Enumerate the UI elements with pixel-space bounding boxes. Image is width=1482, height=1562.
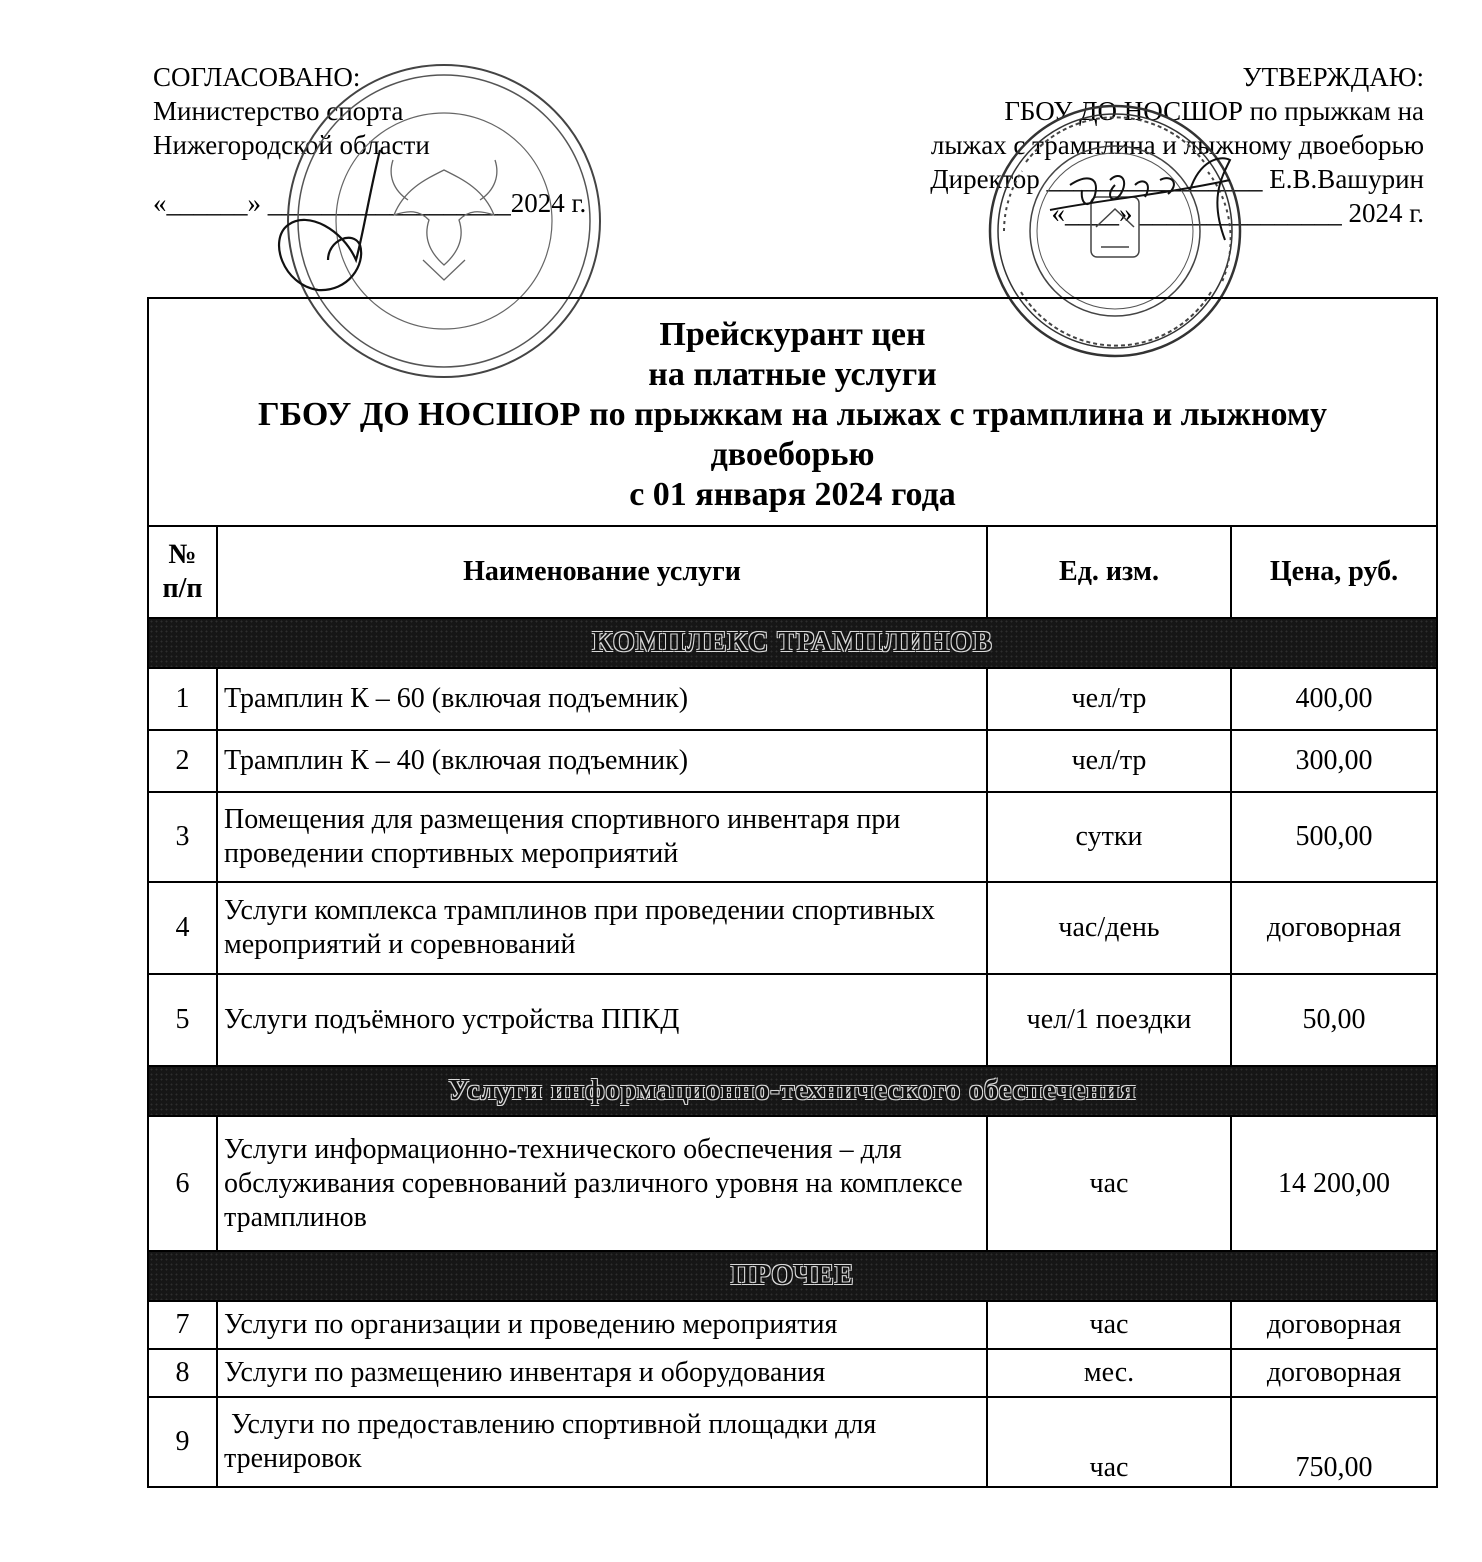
confirm-line1: ГБОУ ДО НОСШОР по прыжкам на: [1004, 96, 1424, 126]
row-unit: час: [987, 1397, 1231, 1487]
table-row: [148, 1397, 1437, 1487]
row-price: 300,00: [1231, 730, 1437, 792]
row-name: Трамплин К – 60 (включая подъемник): [217, 668, 987, 730]
price-list-table: [147, 297, 1438, 1488]
row-unit: чел/тр: [987, 730, 1231, 792]
section-title: Услуги информационно-технического обеспечения: [448, 1075, 1137, 1106]
table-row: [148, 792, 1437, 882]
row-unit: сутки: [987, 792, 1231, 882]
row-name: Помещения для размещения спортивного инвентаря при проведении спортивных мероприятий: [217, 792, 987, 882]
row-num: 4: [148, 882, 217, 974]
row-price: 14 200,00: [1231, 1116, 1437, 1251]
row-name: Услуги по предоставлению спортивной площадки для тренировок: [217, 1397, 987, 1487]
confirm-line2: лыжах с трамплина и лыжному двоеборью: [930, 130, 1424, 160]
row-num: 3: [148, 792, 217, 882]
col-header-unit: Ед. изм.: [987, 526, 1231, 618]
row-name: Услуги по размещению инвентаря и оборудования: [217, 1349, 987, 1397]
column-header-row: [148, 526, 1437, 618]
row-name: Услуги по организации и проведению мероприятия: [217, 1301, 987, 1349]
row-unit: час/день: [987, 882, 1231, 974]
table-row: [148, 668, 1437, 730]
table-row: [148, 1301, 1437, 1349]
title-line4: двоеборью: [710, 436, 875, 473]
row-price: договорная: [1231, 1301, 1437, 1349]
confirm-date: «____» _______________ 2024 г.: [1051, 198, 1424, 228]
confirm-label: УТВЕРЖДАЮ:: [1242, 62, 1424, 92]
row-name: Услуги информационно-технического обеспечения – для обслуживания соревнований различного уровня на комплексе трамплинов: [217, 1116, 987, 1251]
row-num: 7: [148, 1301, 217, 1349]
section-title: КОМПЛЕКС ТРАМПЛИНОВ: [592, 627, 993, 658]
approval-org-line2: Нижегородской области: [153, 130, 430, 160]
row-unit: час: [987, 1116, 1231, 1251]
confirm-block: [930, 60, 1424, 230]
row-price: договорная: [1231, 1349, 1437, 1397]
table-row: [148, 1349, 1437, 1397]
price-list-title: [148, 298, 1437, 526]
title-line3: ГБОУ ДО НОСШОР по прыжкам на лыжах с трамплина и лыжному: [257, 396, 1328, 433]
row-unit: чел/тр: [987, 668, 1231, 730]
row-num: 6: [148, 1116, 217, 1251]
row-num: 9: [148, 1397, 217, 1487]
row-name: Услуги подъёмного устройства ППКД: [217, 974, 987, 1066]
section-row-jumps: [148, 618, 1437, 668]
approval-block: [153, 60, 586, 220]
col-header-name: Наименование услуги: [217, 526, 987, 618]
table-row: [148, 730, 1437, 792]
table-row: [148, 974, 1437, 1066]
row-unit: чел/1 поездки: [987, 974, 1231, 1066]
section-row-it-services: [148, 1066, 1437, 1116]
title-line5: с 01 января 2024 года: [629, 476, 956, 513]
row-name: Трамплин К – 40 (включая подъемник): [217, 730, 987, 792]
table-row: [148, 882, 1437, 974]
row-unit: мес.: [987, 1349, 1231, 1397]
row-price: 400,00: [1231, 668, 1437, 730]
row-num: 5: [148, 974, 217, 1066]
row-price: 50,00: [1231, 974, 1437, 1066]
row-unit: час: [987, 1301, 1231, 1349]
row-price: договорная: [1231, 882, 1437, 974]
row-num: 2: [148, 730, 217, 792]
approval-org-line1: Министерство спорта: [153, 96, 404, 126]
row-name: Услуги комплекса трамплинов при проведении спортивных мероприятий и соревнований: [217, 882, 987, 974]
title-line1: Прейскурант цен: [659, 316, 926, 353]
approval-date: «______» __________________2024 г.: [153, 188, 587, 218]
approval-label: СОГЛАСОВАНО:: [153, 62, 361, 92]
row-num: 8: [148, 1349, 217, 1397]
row-price: 500,00: [1231, 792, 1437, 882]
section-title: ПРОЧЕЕ: [730, 1260, 855, 1291]
table-row: [148, 1116, 1437, 1251]
col-header-num: № п/п: [148, 526, 217, 618]
confirm-director: Директор ________________ Е.В.Вашурин: [930, 164, 1424, 194]
col-header-price: Цена, руб.: [1231, 526, 1437, 618]
row-num: 1: [148, 668, 217, 730]
section-row-other: [148, 1251, 1437, 1301]
row-price: 750,00: [1231, 1397, 1437, 1487]
title-line2: на платные услуги: [648, 356, 937, 393]
